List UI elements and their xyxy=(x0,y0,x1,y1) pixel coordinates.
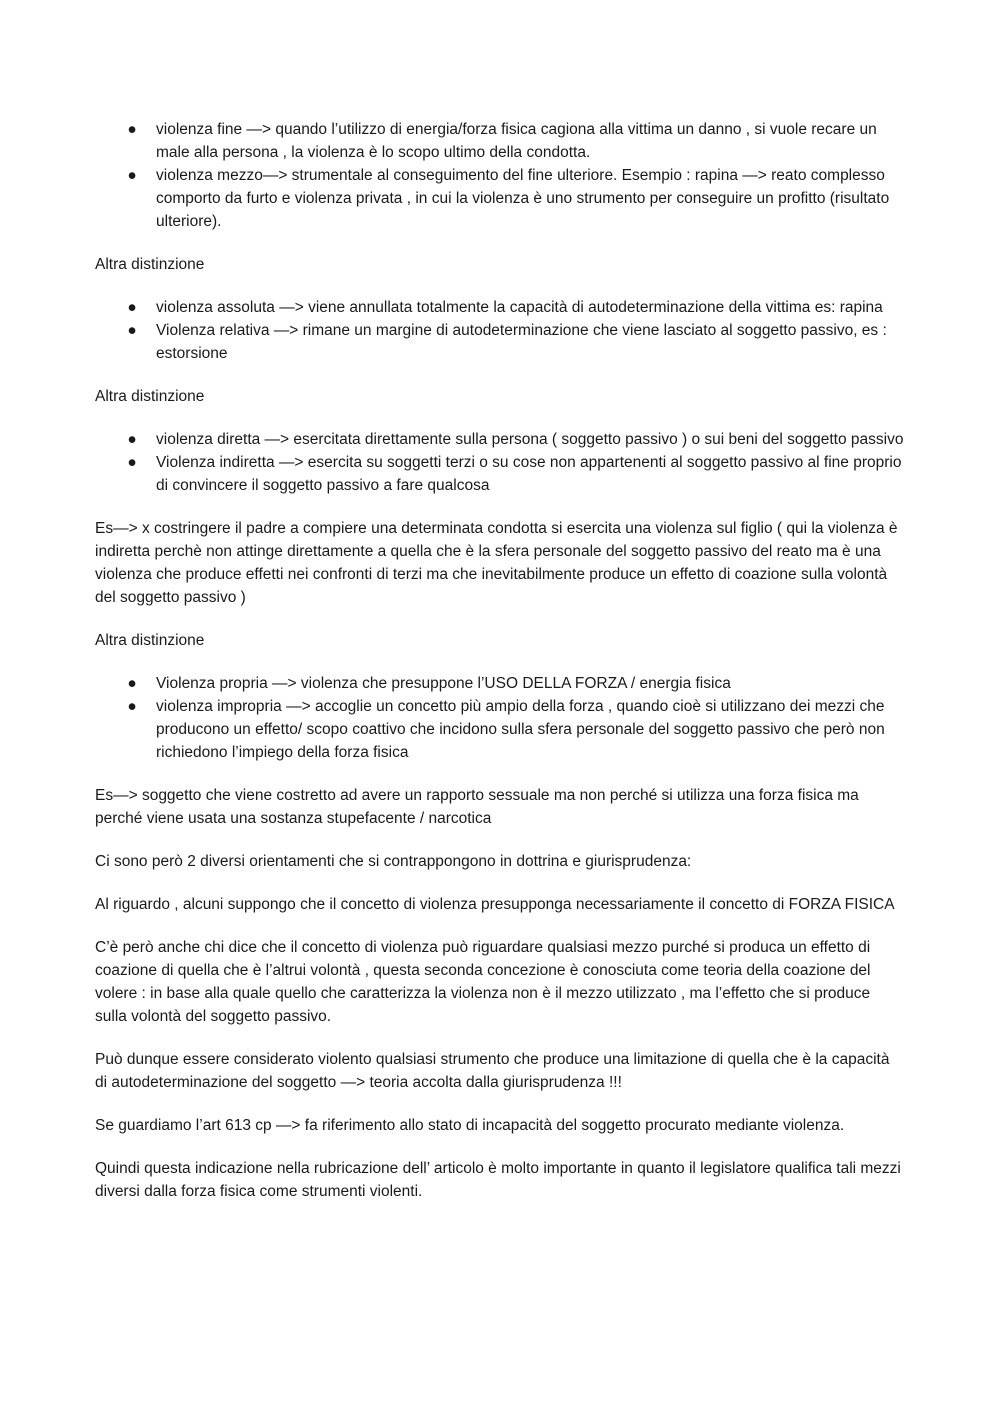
list-item xyxy=(95,164,905,233)
paragraph-example: Es—> soggetto che viene costretto ad avere un rapporto sessuale ma non perché si utilizza una forza fisica ma perché viene usata una sostanza stupefacente / narcotica xyxy=(95,787,859,827)
section-heading: Altra distinzione xyxy=(95,632,205,649)
list-item xyxy=(95,319,905,365)
bullet-list-diretta-indiretta xyxy=(95,428,905,497)
bullet-list-violenza-fine-mezzo xyxy=(95,118,905,233)
bullet-icon: ● xyxy=(127,167,137,184)
list-item xyxy=(95,451,905,497)
list-item-text: violenza impropria —> accoglie un concetto più ampio della forza , quando cioè si utilizzano dei mezzi che producono un effetto/ scopo coattivo che incidono sulla sfera personale del soggetto passivo che però non richiedono l’impiego della forza fisica xyxy=(156,698,885,761)
list-item-text: violenza assoluta —> viene annullata totalmente la capacità di autodeterminazione della vittima es: rapina xyxy=(156,299,883,316)
paragraph-example: Es—> x costringere il padre a compiere una determinata condotta si esercita una violenza sul figlio ( qui la violenza è indiretta perchè non attinge direttamente a quella che è la sfera personale del soggetto passivo del reato ma è una violenza che produce effetti nei confronti di terzi ma che inevitabilmente produce un effetto di coazione sulla volontà del soggetto passivo ) xyxy=(95,520,898,606)
bullet-icon: ● xyxy=(127,698,137,715)
document-page xyxy=(95,118,905,1223)
paragraph: C’è però anche chi dice che il concetto di violenza può riguardare qualsiasi mezzo purché si produca un effetto di coazione di quella che è l’altrui volontà , questa seconda concezione è conosciuta come teoria della coazione del volere : in base alla quale quello che caratterizza la violenza non è il mezzo utilizzato , ma l’effetto che si produce sulla volontà del soggetto passivo. xyxy=(95,939,871,1025)
bullet-icon: ● xyxy=(127,322,137,339)
paragraph: Ci sono però 2 diversi orientamenti che si contrappongono in dottrina e giurisprudenza: xyxy=(95,853,692,870)
paragraph: Può dunque essere considerato violento qualsiasi strumento che produce una limitazione di quella che è la capacità di autodeterminazione del soggetto —> teoria accolta dalla giurisprudenza !!! xyxy=(95,1051,890,1091)
bullet-icon: ● xyxy=(127,431,137,448)
list-item xyxy=(95,118,905,164)
paragraph: Quindi questa indicazione nella rubricazione dell’ articolo è molto importante in quanto il legislatore qualifica tali mezzi diversi dalla forza fisica come strumenti violenti. xyxy=(95,1160,901,1200)
list-item-text: Violenza relativa —> rimane un margine di autodeterminazione che viene lasciato al soggetto passivo, es : estorsione xyxy=(156,322,887,362)
list-item-text: violenza fine —> quando l’utilizzo di energia/forza fisica cagiona alla vittima un danno , si vuole recare un male alla persona , la violenza è lo scopo ultimo della condotta. xyxy=(156,121,877,161)
list-item xyxy=(95,428,905,451)
paragraph: Al riguardo , alcuni suppongo che il concetto di violenza presupponga necessariamente il concetto di FORZA FISICA xyxy=(95,896,895,913)
paragraph: Se guardiamo l’art 613 cp —> fa riferimento allo stato di incapacità del soggetto procurato mediante violenza. xyxy=(95,1117,845,1134)
list-item xyxy=(95,672,905,695)
section-heading: Altra distinzione xyxy=(95,388,205,405)
bullet-icon: ● xyxy=(127,675,137,692)
list-item xyxy=(95,695,905,764)
bullet-icon: ● xyxy=(127,454,137,471)
list-item xyxy=(95,296,905,319)
bullet-list-assoluta-relativa xyxy=(95,296,905,365)
list-item-text: Violenza indiretta —> esercita su soggetti terzi o su cose non appartenenti al soggetto passivo al fine proprio di convincere il soggetto passivo a fare qualcosa xyxy=(156,454,902,494)
list-item-text: violenza mezzo—> strumentale al conseguimento del fine ulteriore. Esempio : rapina —> reato complesso comporto da furto e violenza privata , in cui la violenza è uno strumento per conseguire un profitto (risultato ulteriore). xyxy=(156,167,890,230)
list-item-text: Violenza propria —> violenza che presuppone l’USO DELLA FORZA / energia fisica xyxy=(156,675,731,692)
section-heading: Altra distinzione xyxy=(95,256,205,273)
bullet-icon: ● xyxy=(127,121,137,138)
bullet-icon: ● xyxy=(127,299,137,316)
list-item-text: violenza diretta —> esercitata direttamente sulla persona ( soggetto passivo ) o sui beni del soggetto passivo xyxy=(156,431,904,448)
bullet-list-propria-impropria xyxy=(95,672,905,764)
